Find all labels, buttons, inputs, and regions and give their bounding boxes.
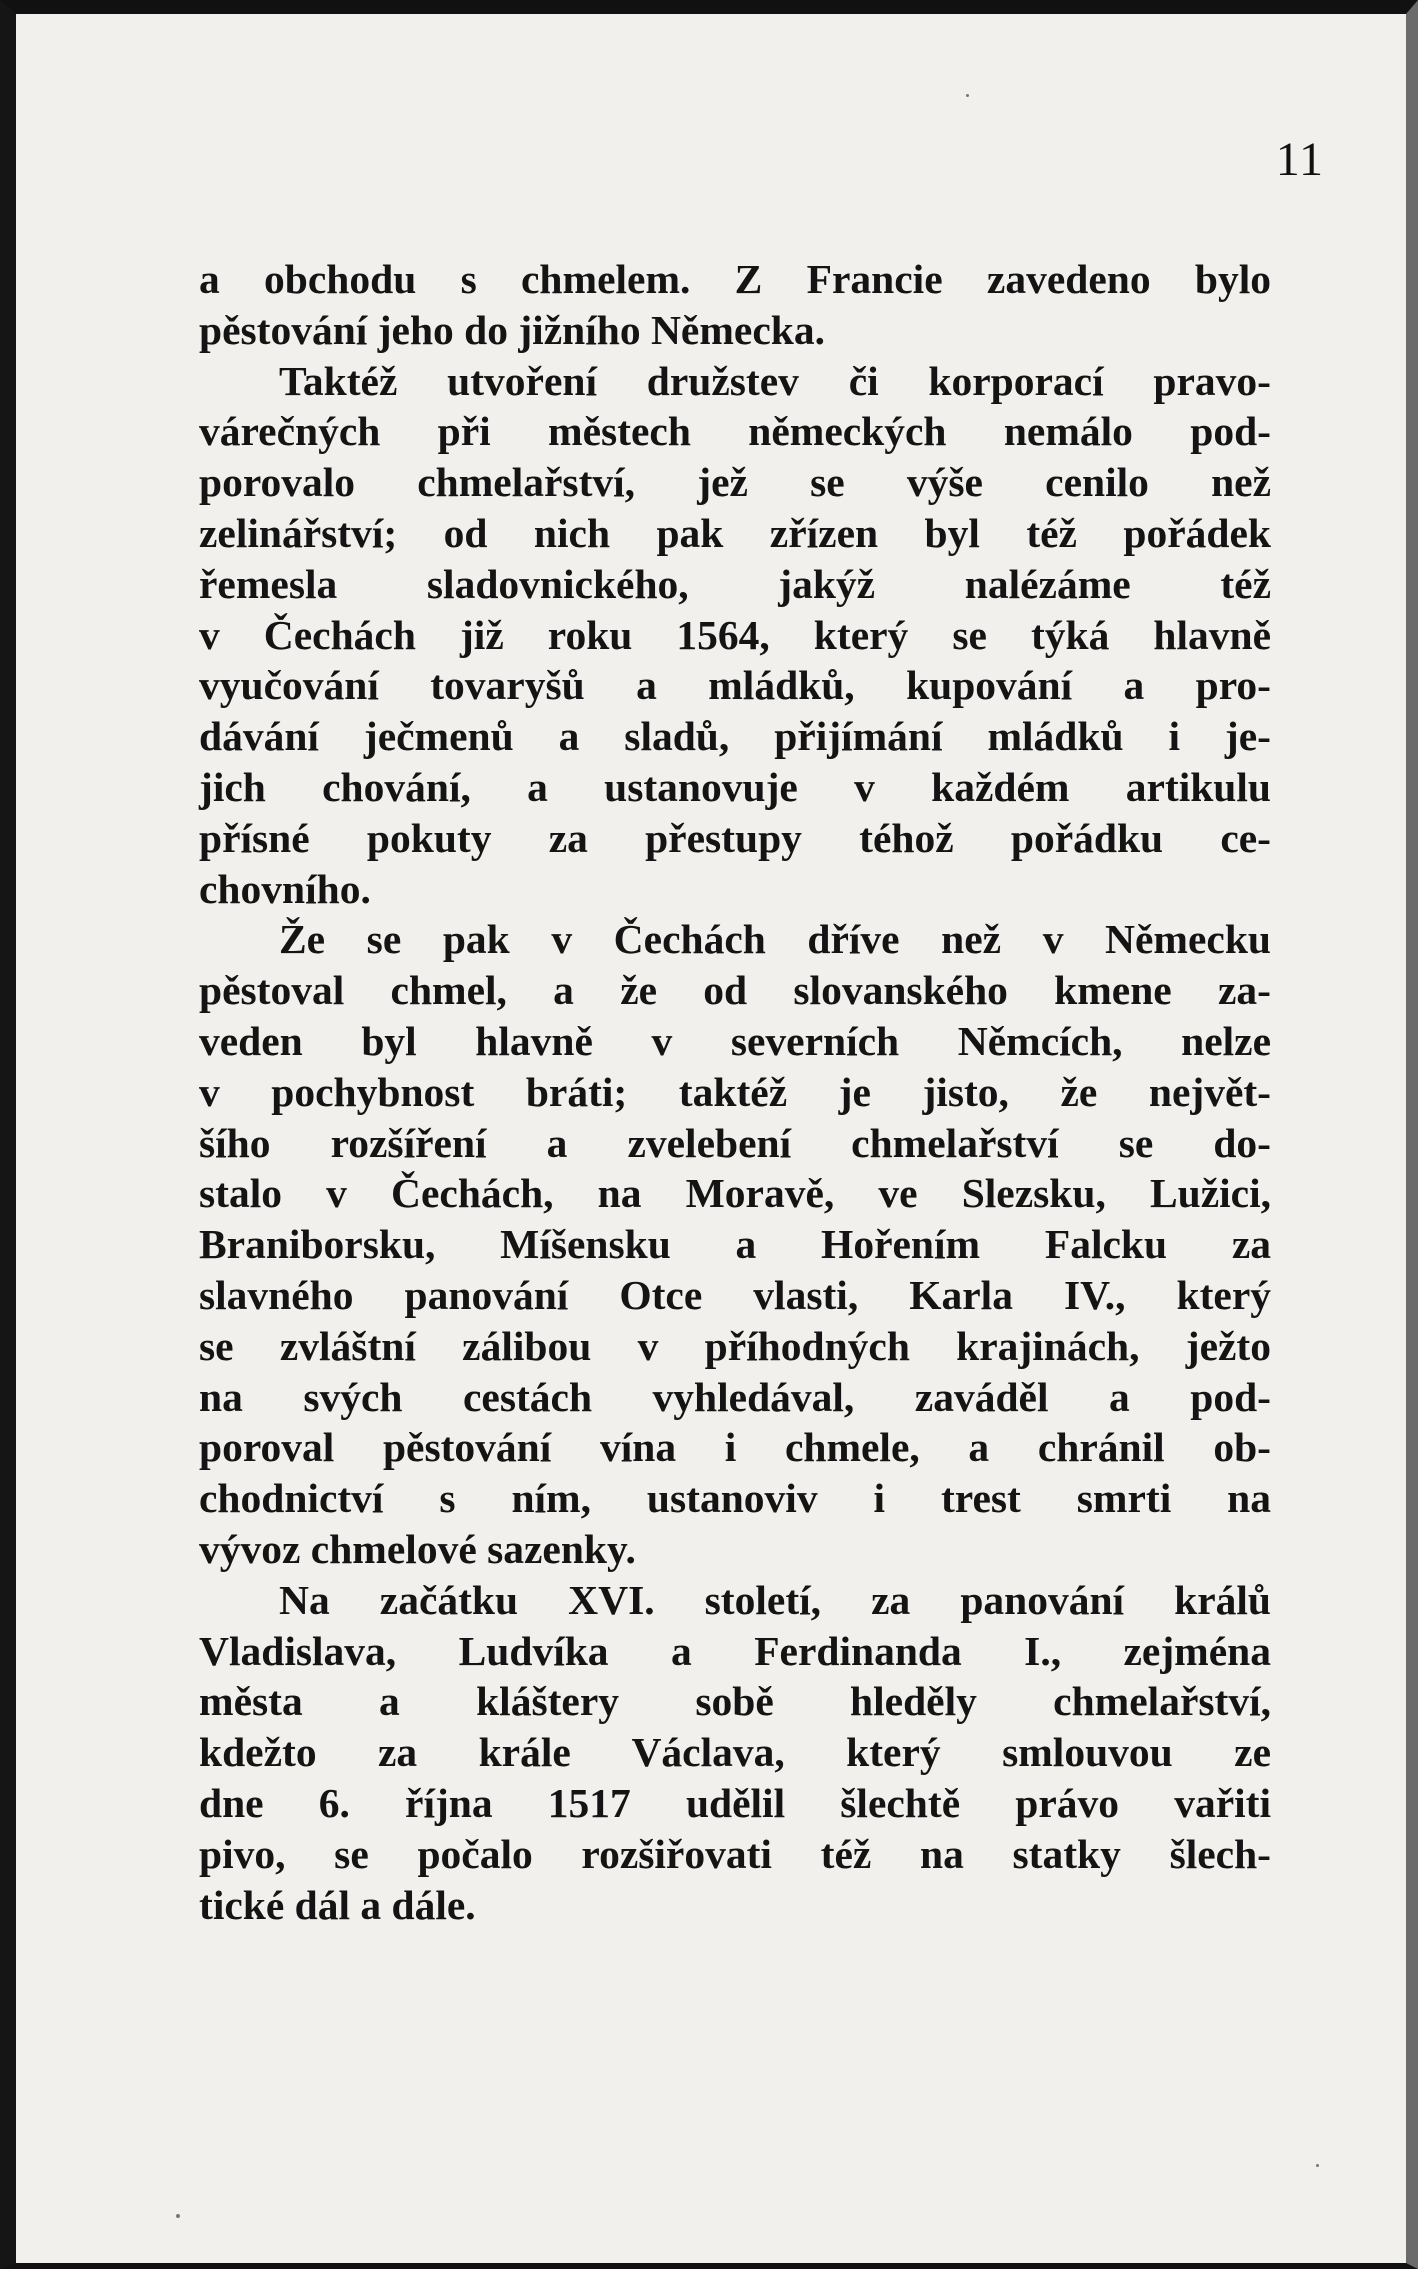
- text-line: pivo, se počalo rozšiřovati též na statky šlech-: [199, 1830, 1271, 1877]
- text-line: se zvláštní zálibou v příhodných krajinách, ježto: [199, 1322, 1271, 1369]
- paragraph: [199, 356, 1271, 915]
- paragraph: [199, 1575, 1271, 1931]
- text-line: vyučování tovaryšů a mládků, kupování a pro-: [199, 662, 1271, 709]
- text-line: tické dál a dále.: [199, 1881, 476, 1928]
- text-line: v pochybnost bráti; taktéž je jisto, že největ-: [199, 1068, 1271, 1115]
- text-line: chodnictví s ním, ustanoviv i trest smrti na: [199, 1475, 1271, 1522]
- text-line: vývoz chmelové sazenky.: [199, 1525, 636, 1572]
- text-line: várečných při městech německých nemálo pod-: [199, 408, 1271, 455]
- text-line: pěstoval chmel, a že od slovanského kmene za-: [199, 967, 1271, 1014]
- text-line: v Čechách již roku 1564, který se týká hlavně: [199, 611, 1271, 658]
- text-line: kdežto za krále Václava, který smlouvou ze: [199, 1729, 1271, 1776]
- paper-speck: [1316, 2164, 1319, 2167]
- text-line: na svých cestách vyhledával, zaváděl a pod-: [199, 1373, 1271, 1420]
- text-line: Na začátku XVI. století, za panování králů: [279, 1576, 1271, 1623]
- text-line: přísné pokuty za přestupy téhož pořádku ce-: [199, 814, 1271, 861]
- text-line: Vladislava, Ludvíka a Ferdinanda I., zejména: [199, 1627, 1271, 1674]
- text-line: veden byl hlavně v severních Němcích, nelze: [199, 1017, 1271, 1064]
- text-line: chovního.: [199, 865, 371, 912]
- text-line: města a kláštery sobě hleděly chmelařství,: [199, 1678, 1271, 1725]
- paper-speck: [966, 94, 969, 97]
- text-line: dne 6. října 1517 udělil šlechtě právo vařiti: [199, 1779, 1271, 1826]
- text-line: šího rozšíření a zvelebení chmelařství se do-: [199, 1119, 1271, 1166]
- text-line: porovalo chmelařství, jež se výše cenilo než: [199, 459, 1271, 506]
- paper-speck: [176, 2214, 180, 2218]
- text-line: zelinářství; od nich pak zřízen byl též pořádek: [199, 509, 1271, 556]
- paragraph: [199, 914, 1271, 1574]
- text-line: a obchodu s chmelem. Z Francie zavedeno bylo: [199, 256, 1271, 302]
- text-line: řemesla sladovnického, jakýž nalézáme též: [199, 560, 1271, 607]
- text-line: poroval pěstování vína i chmele, a chránil ob-: [199, 1424, 1271, 1471]
- text-line: dávání ječmenů a sladů, přijímání mládků i je-: [199, 713, 1271, 760]
- text-line: jich chování, a ustanovuje v každém artikulu: [199, 763, 1271, 810]
- text-line: Braniborsku, Míšensku a Hořením Falcku za: [199, 1221, 1271, 1268]
- text-line: slavného panování Otce vlasti, Karla IV., který: [199, 1271, 1271, 1318]
- paragraph: [199, 254, 1271, 356]
- body-text: [199, 254, 1271, 1930]
- text-line: Taktéž utvoření družstev či korporací pravo-: [279, 357, 1271, 404]
- text-line: stalo v Čechách, na Moravě, ve Slezsku, Lužici,: [199, 1170, 1271, 1217]
- page-number: 11: [1275, 133, 1324, 186]
- text-line: pěstování jeho do jižního Německa.: [199, 306, 825, 353]
- text-line: Že se pak v Čechách dříve než v Německu: [279, 916, 1271, 963]
